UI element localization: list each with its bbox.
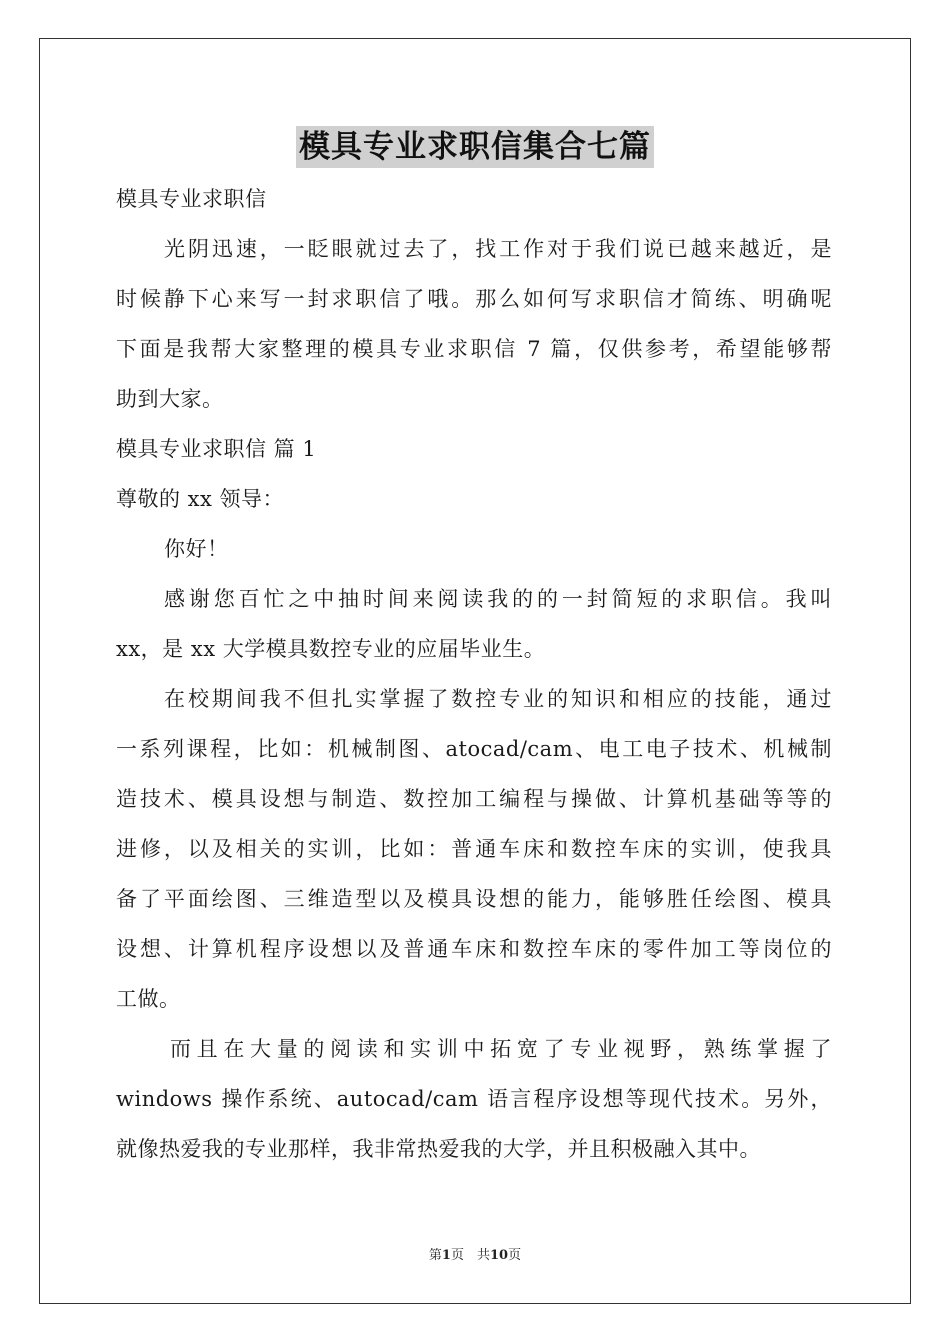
paragraph-line: 而且在大量的阅读和实训中拓宽了专业视野，熟练掌握了 <box>170 1037 832 1061</box>
paragraph-line: 一系列课程，比如：机械制图、atocad/cam、电工电子技术、机械制 <box>116 737 832 761</box>
footer-mid: 页 共 <box>450 1248 490 1263</box>
paragraph-line: windows 操作系统、autocad/cam 语言程序设想等现代技术。另外， <box>116 1087 832 1111</box>
paragraph-line: 在校期间我不但扎实掌握了数控专业的知识和相应的技能，通过 <box>164 687 832 711</box>
paragraph-line: 下面是我帮大家整理的模具专业求职信 7 篇，仅供参考，希望能够帮 <box>116 337 832 361</box>
section-heading: 模具专业求职信 篇 1 <box>116 437 317 461</box>
page-footer <box>0 1246 950 1266</box>
paragraph-line: 就像热爱我的专业那样，我非常热爱我的大学，并且积极融入其中。 <box>116 1137 761 1161</box>
footer-suffix: 页 <box>508 1248 522 1263</box>
paragraph-line: 造技术、模具设想与制造、数控加工编程与操做、计算机基础等等的 <box>116 787 832 811</box>
footer-total-pages: 10 <box>489 1248 509 1263</box>
salutation: 尊敬的 xx 领导： <box>116 487 285 511</box>
paragraph-line: 时候静下心来写一封求职信了哦。那么如何写求职信才简练、明确呢 <box>116 287 832 311</box>
paragraph-line: 光阴迅速，一眨眼就过去了，找工作对于我们说已越来越近，是 <box>164 237 832 261</box>
page-border <box>39 38 911 1304</box>
paragraph-line: 工做。 <box>116 987 181 1011</box>
paragraph-line: 感谢您百忙之中抽时间来阅读我的的一封简短的求职信。我叫 <box>164 587 832 611</box>
document-title: 模具专业求职信集合七篇 <box>296 126 654 168</box>
subtitle-line: 模具专业求职信 <box>116 187 267 211</box>
footer-current-page: 1 <box>441 1248 451 1263</box>
title-container <box>0 126 950 168</box>
paragraph-line: 备了平面绘图、三维造型以及模具设想的能力，能够胜任绘图、模具 <box>116 887 832 911</box>
paragraph-line: 进修，以及相关的实训，比如：普通车床和数控车床的实训，使我具 <box>116 837 832 861</box>
paragraph-line: 助到大家。 <box>116 387 224 411</box>
greeting: 你好！ <box>164 537 229 561</box>
footer-prefix: 第 <box>428 1248 442 1263</box>
paragraph-line: xx，是 xx 大学模具数控专业的应届毕业生。 <box>116 637 546 661</box>
paragraph-line: 设想、计算机程序设想以及普通车床和数控车床的零件加工等岗位的 <box>116 937 832 961</box>
